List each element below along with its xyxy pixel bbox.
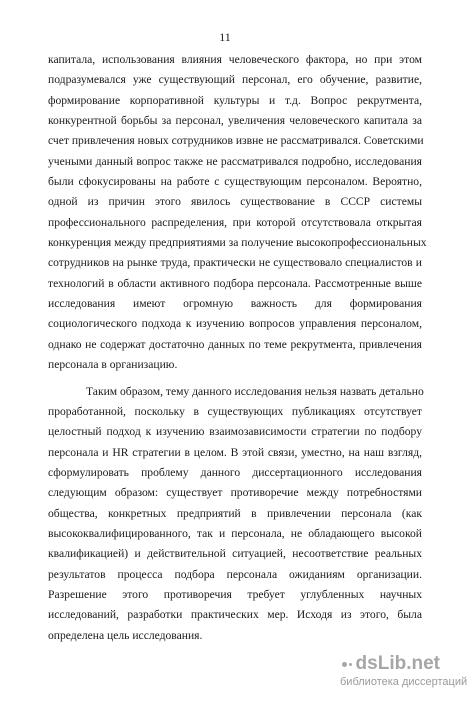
watermark — [340, 653, 467, 701]
text-line: сформулировать проблему данного диссертационного исследования — [48, 465, 422, 479]
watermark-logo — [340, 653, 440, 675]
text-line: определена цель исследования. — [48, 628, 203, 642]
text-line: персонала в организацию. — [48, 358, 178, 372]
text-line: однако не содержат достаточно данных по теме рекрутмента, привлечения — [48, 337, 422, 351]
text-line: исследования имеют огромную важность для формирования — [48, 297, 422, 311]
watermark-logo-text: dsLib.net — [355, 653, 440, 674]
text-line: счет привлечения новых сотрудников извне не рассматривался. Советскими — [48, 134, 424, 148]
text-line: учеными данный вопрос также не рассматривался подробно, исследования — [48, 154, 422, 168]
text-line: конкуренция между предприятиями за получение высокопрофессиональных — [48, 236, 427, 250]
text-line: квалификацией) и действительной ситуацией, несоответствие реальных — [48, 547, 422, 561]
body-text — [48, 50, 427, 646]
text-line: сотрудников на рынке труда, практически не существовало специалистов и — [48, 256, 422, 270]
text-line: технологий в области активного подбора персонала. Рассмотренные выше — [48, 276, 422, 290]
text-line: профессионального распределения, при которой отсутствовала открытая — [48, 215, 422, 229]
text-line: социологического подхода к изучению вопросов управления персоналом, — [48, 317, 422, 331]
text-line: персонала и HR стратегии в целом. В этой связи, уместно, на наш взгляд, — [48, 445, 422, 459]
text-line: высококвалифицированного, так и персонала, не обладающего высокой — [48, 526, 422, 540]
text-line: подразумевался уже существующий персонал, его обучение, развитие, — [48, 73, 422, 87]
text-line: целостный подход к изучению взаимозависимости стратегии по подбору — [48, 425, 422, 439]
text-line: были сфокусированы на работе с существующим персоналом. Вероятно, — [48, 175, 422, 189]
dots-icon — [342, 662, 352, 667]
text-line: формирование корпоративной культуры и т.д. Вопрос рекрутмента, — [48, 93, 422, 107]
text-line: следующим образом: существует противоречие между потребностями — [48, 486, 422, 500]
text-line: капитала, использования влияния человеческого фактора, но при этом — [48, 53, 422, 66]
text-line: конкурентной борьбы за персонал, увеличения человеческого капитала за — [48, 114, 422, 128]
text-line: исследований, разработки практических мер. Исходя из этого, была — [48, 608, 422, 622]
text-line: Таким образом, тему данного исследования нельзя назвать детально — [86, 384, 424, 398]
text-line: одной из причин этого явилось существование в СССР системы — [48, 195, 422, 209]
text-line: результатов процесса подбора персонала ожиданиям организации. — [48, 567, 422, 581]
watermark-subtitle: библиотека диссертаций — [340, 676, 467, 688]
text-line: общества, конкретных предприятий в привлечении персонала (как — [48, 506, 422, 520]
page-number: 11 — [219, 30, 231, 44]
text-line: проработанной, поскольку в существующих публикациях отсутствует — [48, 404, 422, 418]
text-line: Разрешение этого противоречия требует углубленных научных — [48, 587, 422, 601]
